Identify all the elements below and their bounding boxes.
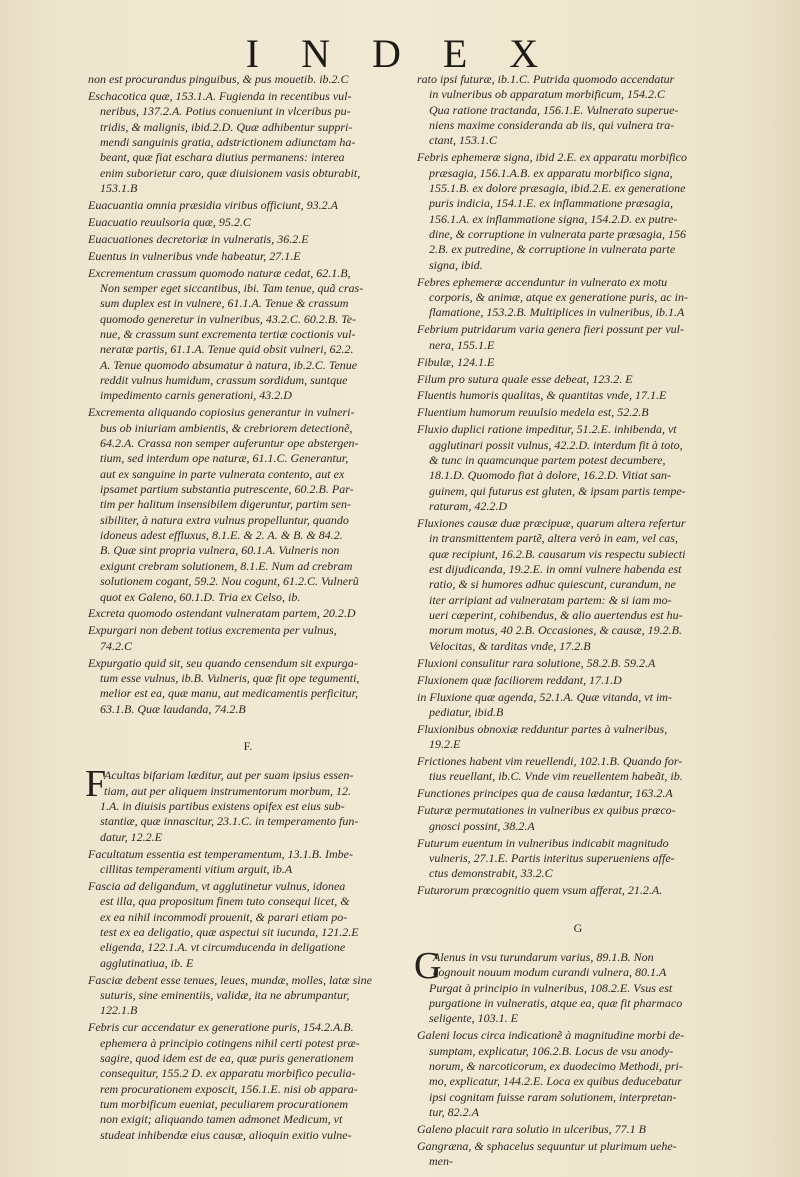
- entry-continuation-line: Non semper eget siccantibus, ibi. Tam tenue, quã cras-: [100, 281, 364, 296]
- entry-continuation-line: quomodo generetur in vulneribus, 43.2.C. 60.2.B. Te-: [100, 311, 357, 326]
- entry-headword-line: Fibulæ, 124.1.E: [417, 354, 495, 369]
- index-entry: [417, 516, 739, 654]
- index-entry: [88, 266, 408, 404]
- entry-continuation-line: niens maxime consideranda ab iis, qui vulnera tra-: [429, 118, 675, 133]
- entry-continuation-line: 2.B. ex putredine, & corruptione in vulnerata parte: [429, 242, 676, 257]
- entry-continuation-line: idoneus adest effluxus, 8.1.E. & 2. A. & B. & 84.2.: [100, 528, 343, 543]
- index-entry: [417, 355, 739, 370]
- entry-continuation-line: test ex ea deligatio, quæ aspectui sit iucunda, 121.2.E: [100, 925, 359, 939]
- index-entry: [414, 944, 739, 1027]
- entry-continuation-line: sum duplex est in vulnere, 61.1.A. Tenue & crassum: [100, 296, 349, 311]
- entry-continuation-line: & tunc in quamcunque partem potest decumbere,: [429, 453, 666, 467]
- entry-continuation-line: tiam, aut per aliquem instrumentorum morbum, 12.: [104, 783, 351, 798]
- entry-continuation-line: rem procurationem exposcit, 156.1.E. nisi ob appara-: [100, 1081, 358, 1096]
- entry-continuation-line: in vulneribus ob apparatum morbificum, 154.2.C: [429, 87, 665, 102]
- entry-continuation-line: est dijudicanda, 19.2.E. in omni vulnere habenda est: [429, 562, 682, 576]
- entry-continuation-line: tim per halitum insensibilem digeruntur, partim sen-: [100, 497, 351, 512]
- section-letter: G: [573, 920, 583, 935]
- entry-continuation-line: studeat inhibendæ eius causæ, alioquin exitio vulne-: [100, 1127, 352, 1142]
- entry-continuation-line: sagire, quod idem est de ea, quæ puris generationem: [100, 1050, 354, 1065]
- entry-continuation-line: non exigit; aliquando tamen admonet Medicum, vt: [100, 1112, 343, 1127]
- entry-headword-line: Febris cur accendatur ex generatione puris, 154.2.A.B.: [88, 1020, 354, 1035]
- entry-continuation-line: norum, & narcoticorum, ex duodecimo Methodi, pri-: [429, 1058, 683, 1073]
- entry-continuation-line: neratæ partis, 61.1.A. Tenue quid obsit vulneri, 62.2.: [100, 342, 354, 357]
- drop-cap-initial: G: [414, 944, 442, 987]
- entry-continuation-line: mendi sanguinis gratia, adstrictionem adiunctam ha-: [100, 134, 356, 149]
- entry-headword-line: Expurgatio quid sit, seu quando censendum sit expurga-: [88, 655, 358, 670]
- entry-continuation-line: bus ob iniuriam ambientis, & crebriorem detectionẽ,: [100, 420, 353, 435]
- index-entry: [88, 198, 408, 213]
- entry-headword-line: Fluxionibus obnoxiæ redduntur partes à vulneribus,: [417, 721, 668, 736]
- index-entry: [88, 847, 408, 878]
- entry-continuation-line: præsagia, 156.1.A.B. ex apparatu morbifico signa,: [429, 165, 673, 180]
- entry-headword-line: Eschacotica quæ, 153.1.A. Fugienda in recentibus vul-: [88, 88, 352, 103]
- index-entry: [417, 690, 739, 721]
- entry-continuation-line: pediatur, ibid.B: [429, 704, 504, 719]
- index-entry: [88, 879, 408, 971]
- page-title: I N D E X: [245, 31, 555, 76]
- entry-continuation-line: corporis, & animæ, atque ex generatione puris, ac in-: [429, 290, 688, 304]
- entry-continuation-line: tum morbificum eueniat, peculiarem procurationem: [100, 1096, 349, 1111]
- index-entry: [88, 405, 408, 604]
- index-entry: [417, 150, 739, 273]
- entry-continuation-line: 156.1.A. ex inflammatione signa, 154.2.D. ex putre-: [429, 211, 678, 226]
- entry-headword-line: Fluxiones causæ duæ præcipuæ, quarum altera refertur: [417, 515, 686, 530]
- index-entry: [417, 275, 739, 321]
- entry-headword-line: Fasciæ debent esse tenues, leues, mundæ, molles, latæ sine: [88, 972, 372, 987]
- entry-continuation-line: gnosci possint, 38.2.A: [429, 818, 535, 833]
- drop-cap-initial: F: [85, 763, 107, 806]
- index-entry: [88, 249, 408, 264]
- entry-continuation-line: sibiliter, à natura extra vulnus propelluntur, quando: [100, 512, 349, 527]
- entry-continuation-line: men-: [429, 1154, 453, 1169]
- index-entry: [417, 803, 739, 834]
- entry-headword-line: Febres ephemeræ accenduntur in vulnerato ex motu: [417, 274, 668, 289]
- index-entry: [88, 606, 408, 621]
- entry-continuation-line: Qua ratione tractanda, 156.1.E. Vulnerato superue-: [429, 102, 679, 117]
- index-entry: [417, 422, 739, 514]
- entry-headword-line: Fluentium humorum reuulsio medela est, 52.2.B: [417, 405, 649, 420]
- entry-headword-line: Fluxionem quæ faciliorem reddant, 17.1.D: [417, 672, 622, 687]
- entry-continuation-line: tridis, & malignis, ibid.2.D. Quæ adhibentur suppri-: [100, 119, 353, 134]
- entry-continuation-line: neribus, 137.2.A. Potius conueniunt in vlceribus pu-: [100, 104, 351, 119]
- index-entry: [88, 656, 408, 717]
- section-letter: F.: [243, 739, 253, 754]
- index-entry: [417, 1122, 739, 1137]
- entry-continuation-line: ueri cæperint, cohibendus, & alio auertendus est hu-: [429, 608, 683, 623]
- entry-continuation-line: cillitas temperamenti vitium arguit, ib.A: [100, 862, 293, 877]
- index-entry: [417, 405, 739, 420]
- entry-headword-line: Futurum euentum in vulneribus indicabit magnitudo: [417, 835, 669, 850]
- index-entry: [417, 1139, 739, 1170]
- entry-continuation-line: eligenda, 122.1.A. vt circumducenda in deligatione: [100, 940, 346, 955]
- entry-continuation-line: raturam, 42.2.D: [429, 499, 508, 514]
- entry-continuation-line: tius reuellant, ib.C. Vnde vim reuellentem habeãt, ib.: [429, 769, 683, 784]
- index-entry: [88, 215, 408, 230]
- index-entry: [417, 673, 739, 688]
- entry-continuation-line: 155.1.B. ex dolore præsagia, ibid.2.E. ex generatione: [429, 181, 686, 195]
- index-entry: [85, 763, 408, 845]
- entry-continuation-line: nue, & crassum sunt excrementa tertiæ coctionis vul-: [100, 327, 356, 342]
- entry-continuation-line: iter arripiant ad vulneratam partem: & si iam mo-: [429, 592, 672, 607]
- entry-headword-line: Fluxioni consulitur rara solutione, 58.2.B. 59.2.A: [417, 655, 656, 670]
- index-entry: [417, 388, 739, 403]
- entry-headword-line: Acultas bifariam læditur, aut per suam ipsius essen-: [104, 768, 354, 783]
- entry-continuation-line: dine, & corruptione in vulnerata parte præsagia, 156: [429, 227, 686, 242]
- entry-headword-line: Febrium putridarum varia genera fieri possunt per vul-: [417, 322, 684, 337]
- entry-continuation-line: enim suborietur caro, quæ diuisionem vasis obturabit,: [100, 165, 361, 180]
- entry-continuation-line: melior est ea, quæ manu, aut medicamentis perficitur,: [100, 686, 358, 701]
- entry-headword-line: Fluxio duplici ratione impeditur, 51.2.E. inhibenda, vt: [417, 422, 677, 437]
- entry-continuation-line: aut ex sanguine in parte vulnerata contento, aut ex: [100, 466, 345, 481]
- entry-continuation-line: 122.1.B: [100, 1003, 138, 1018]
- entry-headword-line: Euacuantia omnia præsidia viribus officiunt, 93.2.A: [88, 197, 338, 212]
- index-entry: [417, 786, 739, 801]
- entry-headword-line: non est procurandus pinguibus, & pus mouetib. ib.2.C: [88, 72, 349, 86]
- index-entry: [88, 973, 408, 1019]
- entry-continuation-line: quæ recipiunt, 16.2.B. causarum vis respectu subiecti: [429, 546, 686, 561]
- entry-continuation-line: beant, quæ fiat eschara diutius permanens: interea: [100, 150, 345, 165]
- index-entry: [417, 722, 739, 753]
- entry-headword-line: Filum pro sutura quale esse debeat, 123.2. E: [417, 371, 633, 386]
- entry-continuation-line: mo, explicatur, 144.2.E. Loca ex quibus deducebatur: [429, 1074, 682, 1089]
- entry-continuation-line: purgatione in vulneratis, atque ea, quæ fit pharmaco: [429, 995, 683, 1010]
- index-entry: [417, 656, 739, 671]
- index-column-left: [85, 72, 408, 1145]
- index-column-right: [414, 72, 739, 1171]
- entry-continuation-line: puris indicia, 154.1.E. ex inflammatione præsagia,: [429, 196, 673, 211]
- entry-continuation-line: est illa, qua propositum finem tuto consequi licet, &: [100, 894, 350, 909]
- index-entry: [88, 89, 408, 196]
- entry-continuation-line: ctant, 153.1.C: [429, 133, 497, 148]
- index-entry: [417, 72, 739, 149]
- entry-continuation-line: tur, 82.2.A: [429, 1104, 480, 1119]
- entry-continuation-line: ex ea nihil incommodi prouenit, & parari etiam po-: [100, 909, 348, 924]
- entry-headword-line: Euacuatio reuulsoria quæ, 95.2.C: [88, 214, 251, 229]
- entry-continuation-line: agglutinatiua, ib. E: [100, 955, 194, 970]
- entry-continuation-line: tium, sed interdum ope naturæ, 61.1.C. Generantur,: [100, 451, 349, 466]
- entry-continuation-line: A. Tenue quomodo absumatur à natura, ib.2.C. Tenue: [100, 357, 358, 372]
- index-entry: [88, 1020, 408, 1143]
- index-entry: [417, 322, 739, 353]
- entry-continuation-line: ratio, & si humores adhuc quiescunt, curandum, ne: [429, 577, 676, 592]
- entry-continuation-line: 1.A. in diuisis partibus existens opifex est eius sub-: [100, 799, 345, 814]
- entry-continuation-line: Purgat à principio in vulneribus, 108.2.E. Vsus est: [429, 980, 673, 995]
- entry-headword-line: Alenus in vsu turundarum varius, 89.1.B. Non: [433, 949, 654, 964]
- entry-continuation-line: B. Quæ sint propria vulnera, 60.1.A. Vulneris non: [100, 543, 340, 558]
- entry-continuation-line: seligente, 103.1. E: [429, 1011, 518, 1026]
- entry-headword-line: in Fluxione quæ agenda, 52.1.A. Quæ vitanda, vt im-: [417, 689, 672, 704]
- entry-continuation-line: reddit vulnus humidum, crassum sordidum, suntque: [100, 373, 348, 388]
- entry-continuation-line: stantiæ, quæ innascitur, 23.1.C. in temperamento fun-: [100, 814, 359, 829]
- entry-continuation-line: suturis, sine eminentiis, validæ, ita ne abrumpantur,: [100, 987, 350, 1002]
- entry-headword-line: Expurgari non debent totius excrementa per vulnus,: [88, 623, 337, 638]
- index-entry: [417, 1028, 739, 1120]
- entry-headword-line: rato ipsi futuræ, ib.1.C. Putrida quomodo accendatur: [417, 72, 675, 86]
- index-entry: [88, 623, 408, 654]
- index-entry: [417, 883, 739, 898]
- entry-headword-line: Galeni locus circa indicationẽ à magnitudine morbi de-: [417, 1028, 685, 1043]
- entry-headword-line: Excreta quomodo ostendant vulneratam partem, 20.2.D: [88, 606, 356, 621]
- entry-headword-line: Fluentis humoris qualitas, & quantitas vnde, 17.1.E: [417, 388, 667, 403]
- entry-continuation-line: 63.1.B. Quæ laudanda, 74.2.B: [100, 701, 246, 716]
- entry-headword-line: Futuræ permutationes in vulneribus ex quibus præco-: [417, 803, 676, 818]
- entry-headword-line: Fascia ad deligandum, vt agglutinetur vulnus, idonea: [88, 878, 346, 893]
- entry-continuation-line: 19.2.E: [429, 737, 461, 752]
- index-entry: [417, 372, 739, 387]
- entry-continuation-line: impedimento carnis generationi, 43.2.D: [100, 388, 292, 403]
- entry-continuation-line: signa, ibid.: [429, 257, 483, 272]
- entry-continuation-line: ipsamet partium substantia putrescente, 60.2.B. Par-: [100, 482, 354, 497]
- entry-continuation-line: 64.2.A. Crassa non semper auferuntur ope abstergen-: [100, 436, 359, 451]
- entry-headword-line: Excrementa aliquando copiosius generantur in vulneri-: [88, 405, 355, 420]
- entry-headword-line: Euentus in vulneribus vnde habeatur, 27.1.E: [88, 248, 301, 263]
- index-entry: [417, 754, 739, 785]
- entry-continuation-line: datur, 12.2.E: [100, 829, 163, 844]
- entry-headword-line: Gangræna, & sphacelus sequuntur ut plurimum uehe-: [417, 1138, 677, 1153]
- entry-headword-line: Facultatum essentia est temperamentum, 13.1.B. Imbe-: [88, 846, 353, 861]
- entry-continuation-line: agglutinari possit vulnus, 42.2.D. interdum fit à toto,: [429, 437, 683, 452]
- entry-continuation-line: flamatione, 153.2.B. Multiplices in vulneribus, ib.1.A: [429, 305, 685, 320]
- entry-continuation-line: in transmittentem partẽ, altera verò in eam, vel cas,: [429, 531, 678, 546]
- entry-continuation-line: exigunt crebram solutionem, 8.1.E. Num ad crebram: [100, 558, 353, 573]
- entry-continuation-line: consequitur, 155.2 D. ex apparatu morbifico peculia-: [100, 1066, 356, 1081]
- entry-headword-line: Febris ephemeræ signa, ibid 2.E. ex apparatu morbifico: [417, 150, 687, 165]
- entry-headword-line: Galeno placuit rara solutio in ulceribus, 77.1 B: [417, 1121, 646, 1136]
- entry-continuation-line: 18.1.D. Quomodo fiat à dolore, 16.2.D. Vitiat san-: [429, 468, 671, 483]
- entry-headword-line: Excrementum crassum quomodo naturæ cedat, 62.1.B,: [88, 265, 351, 280]
- entry-continuation-line: 153.1.B: [100, 181, 138, 195]
- entry-continuation-line: sumptam, explicatur, 106.2.B. Locus de vsu anody-: [429, 1043, 674, 1058]
- entry-continuation-line: guinem, qui futurus est gluten, & ipsam partis tempe-: [429, 483, 686, 498]
- entry-headword-line: Futurorum prœcognitio quem vsum afferat, 21.2.A.: [417, 883, 663, 898]
- entry-headword-line: Frictiones habent vim reuellendi, 102.1.B. Quando for-: [417, 754, 683, 769]
- entry-continuation-line: morum motus, 40 2.B. Occasiones, & causæ, 19.2.B.: [429, 623, 682, 638]
- entry-continuation-line: Velocitas, & tarditas vnde, 17.2.B: [429, 638, 591, 653]
- entry-continuation-line: vulneris, 27.1.E. Partis interitus superueniens affe-: [429, 850, 675, 865]
- entry-headword-line: Functiones principes qua de causa lædantur, 163.2.A: [417, 786, 673, 801]
- entry-continuation-line: 74.2.C: [100, 638, 133, 653]
- entry-continuation-line: tum esse vulnus, ib.B. Vulneris, quæ fit ope tegumenti,: [100, 671, 360, 685]
- entry-continuation-line: cognouit nouum modum curandi vulnera, 80.1.A: [433, 965, 667, 980]
- entry-headword-line: Euacuationes decretoriæ in vulneratis, 36.2.E: [88, 231, 309, 246]
- entry-continuation-line: ctus demonstrabit, 33.2.C: [429, 866, 553, 881]
- entry-continuation-line: nera, 155.1.E: [429, 337, 495, 352]
- entry-continuation-line: ephemera à principio cotingens nihil certi potest præ-: [100, 1035, 360, 1050]
- entry-continuation-line: quot ex Galeno, 60.1.D. Tria ex Celso, ib.: [100, 589, 301, 604]
- index-entry: [88, 72, 408, 87]
- index-entry: [417, 836, 739, 882]
- entry-continuation-line: solutionem cogant, 59.2. Nou cogunt, 61.2.C. Vulnerũ: [100, 574, 359, 589]
- index-entry: [88, 232, 408, 247]
- entry-continuation-line: ipsi cognitam fuisse raram solutionem, interpretan-: [429, 1089, 677, 1104]
